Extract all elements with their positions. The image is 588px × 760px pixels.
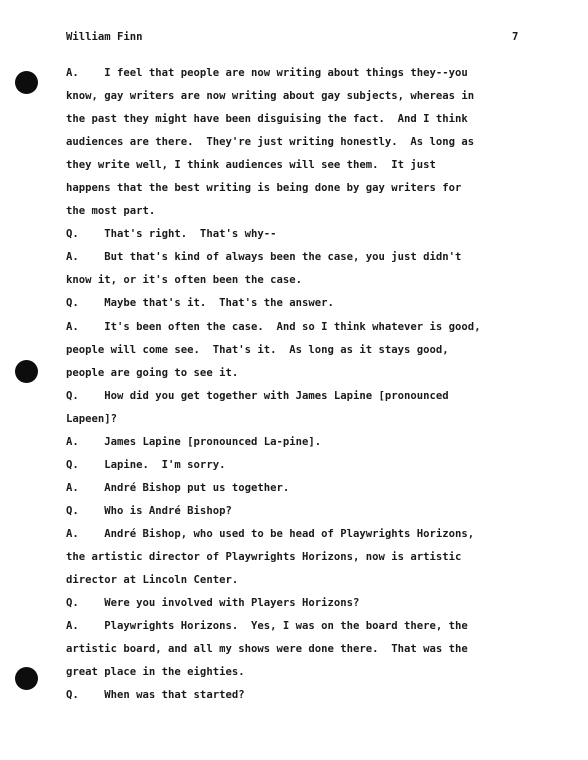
transcript-line: Q. When was that started? xyxy=(66,689,245,702)
transcript-line: the most part. xyxy=(66,205,156,218)
transcript-line: director at Lincoln Center. xyxy=(66,574,239,587)
transcript-body xyxy=(66,62,536,707)
transcript-line: A. André Bishop, who used to be head of Playwrights Horizons, xyxy=(66,527,475,540)
transcript-line: A. Playwrights Horizons. Yes, I was on the board there, the xyxy=(66,620,468,633)
page-number: 7 xyxy=(512,31,519,43)
transcript-line: the past they might have been disguising the fact. And I think xyxy=(66,113,468,126)
transcript-line: Q. Lapine. I'm sorry. xyxy=(66,458,226,471)
header-interviewee-name: William Finn xyxy=(66,31,143,43)
transcript-line: A. It's been often the case. And so I think whatever is good, xyxy=(66,320,481,333)
transcript-line: great place in the eighties. xyxy=(66,666,245,679)
transcript-line: Q. That's right. That's why-- xyxy=(66,228,277,241)
transcript-line: Q. Maybe that's it. That's the answer. xyxy=(66,297,334,310)
transcript-line: artistic board, and all my shows were done there. That was the xyxy=(66,643,468,656)
transcript-line: happens that the best writing is being done by gay writers for xyxy=(66,182,462,195)
transcript-line: A. André Bishop put us together. xyxy=(66,481,290,494)
binder-hole xyxy=(15,667,38,690)
transcript-line: A. But that's kind of always been the case, you just didn't xyxy=(66,251,462,264)
transcript-line: Q. How did you get together with James Lapine [pronounced xyxy=(66,389,449,402)
transcript-line: Q. Who is André Bishop? xyxy=(66,504,232,517)
transcript-line: A. James Lapine [pronounced La-pine]. xyxy=(66,435,322,448)
transcript-line: people will come see. That's it. As long as it stays good, xyxy=(66,343,449,356)
transcript-line: know it, or it's often been the case. xyxy=(66,274,302,287)
transcript-line: they write well, I think audiences will see them. It just xyxy=(66,159,436,172)
transcript-line: audiences are there. They're just writing honestly. As long as xyxy=(66,136,475,149)
transcript-line: know, gay writers are now writing about gay subjects, whereas in xyxy=(66,90,475,103)
transcript-line: the artistic director of Playwrights Horizons, now is artistic xyxy=(66,550,462,563)
binder-hole xyxy=(15,71,38,94)
binder-hole xyxy=(15,360,38,383)
transcript-line: Lapeen]? xyxy=(66,412,118,425)
transcript-line: A. I feel that people are now writing about things they--you xyxy=(66,67,468,79)
transcript-line: people are going to see it. xyxy=(66,366,239,379)
transcript-line: Q. Were you involved with Players Horizons? xyxy=(66,597,360,610)
